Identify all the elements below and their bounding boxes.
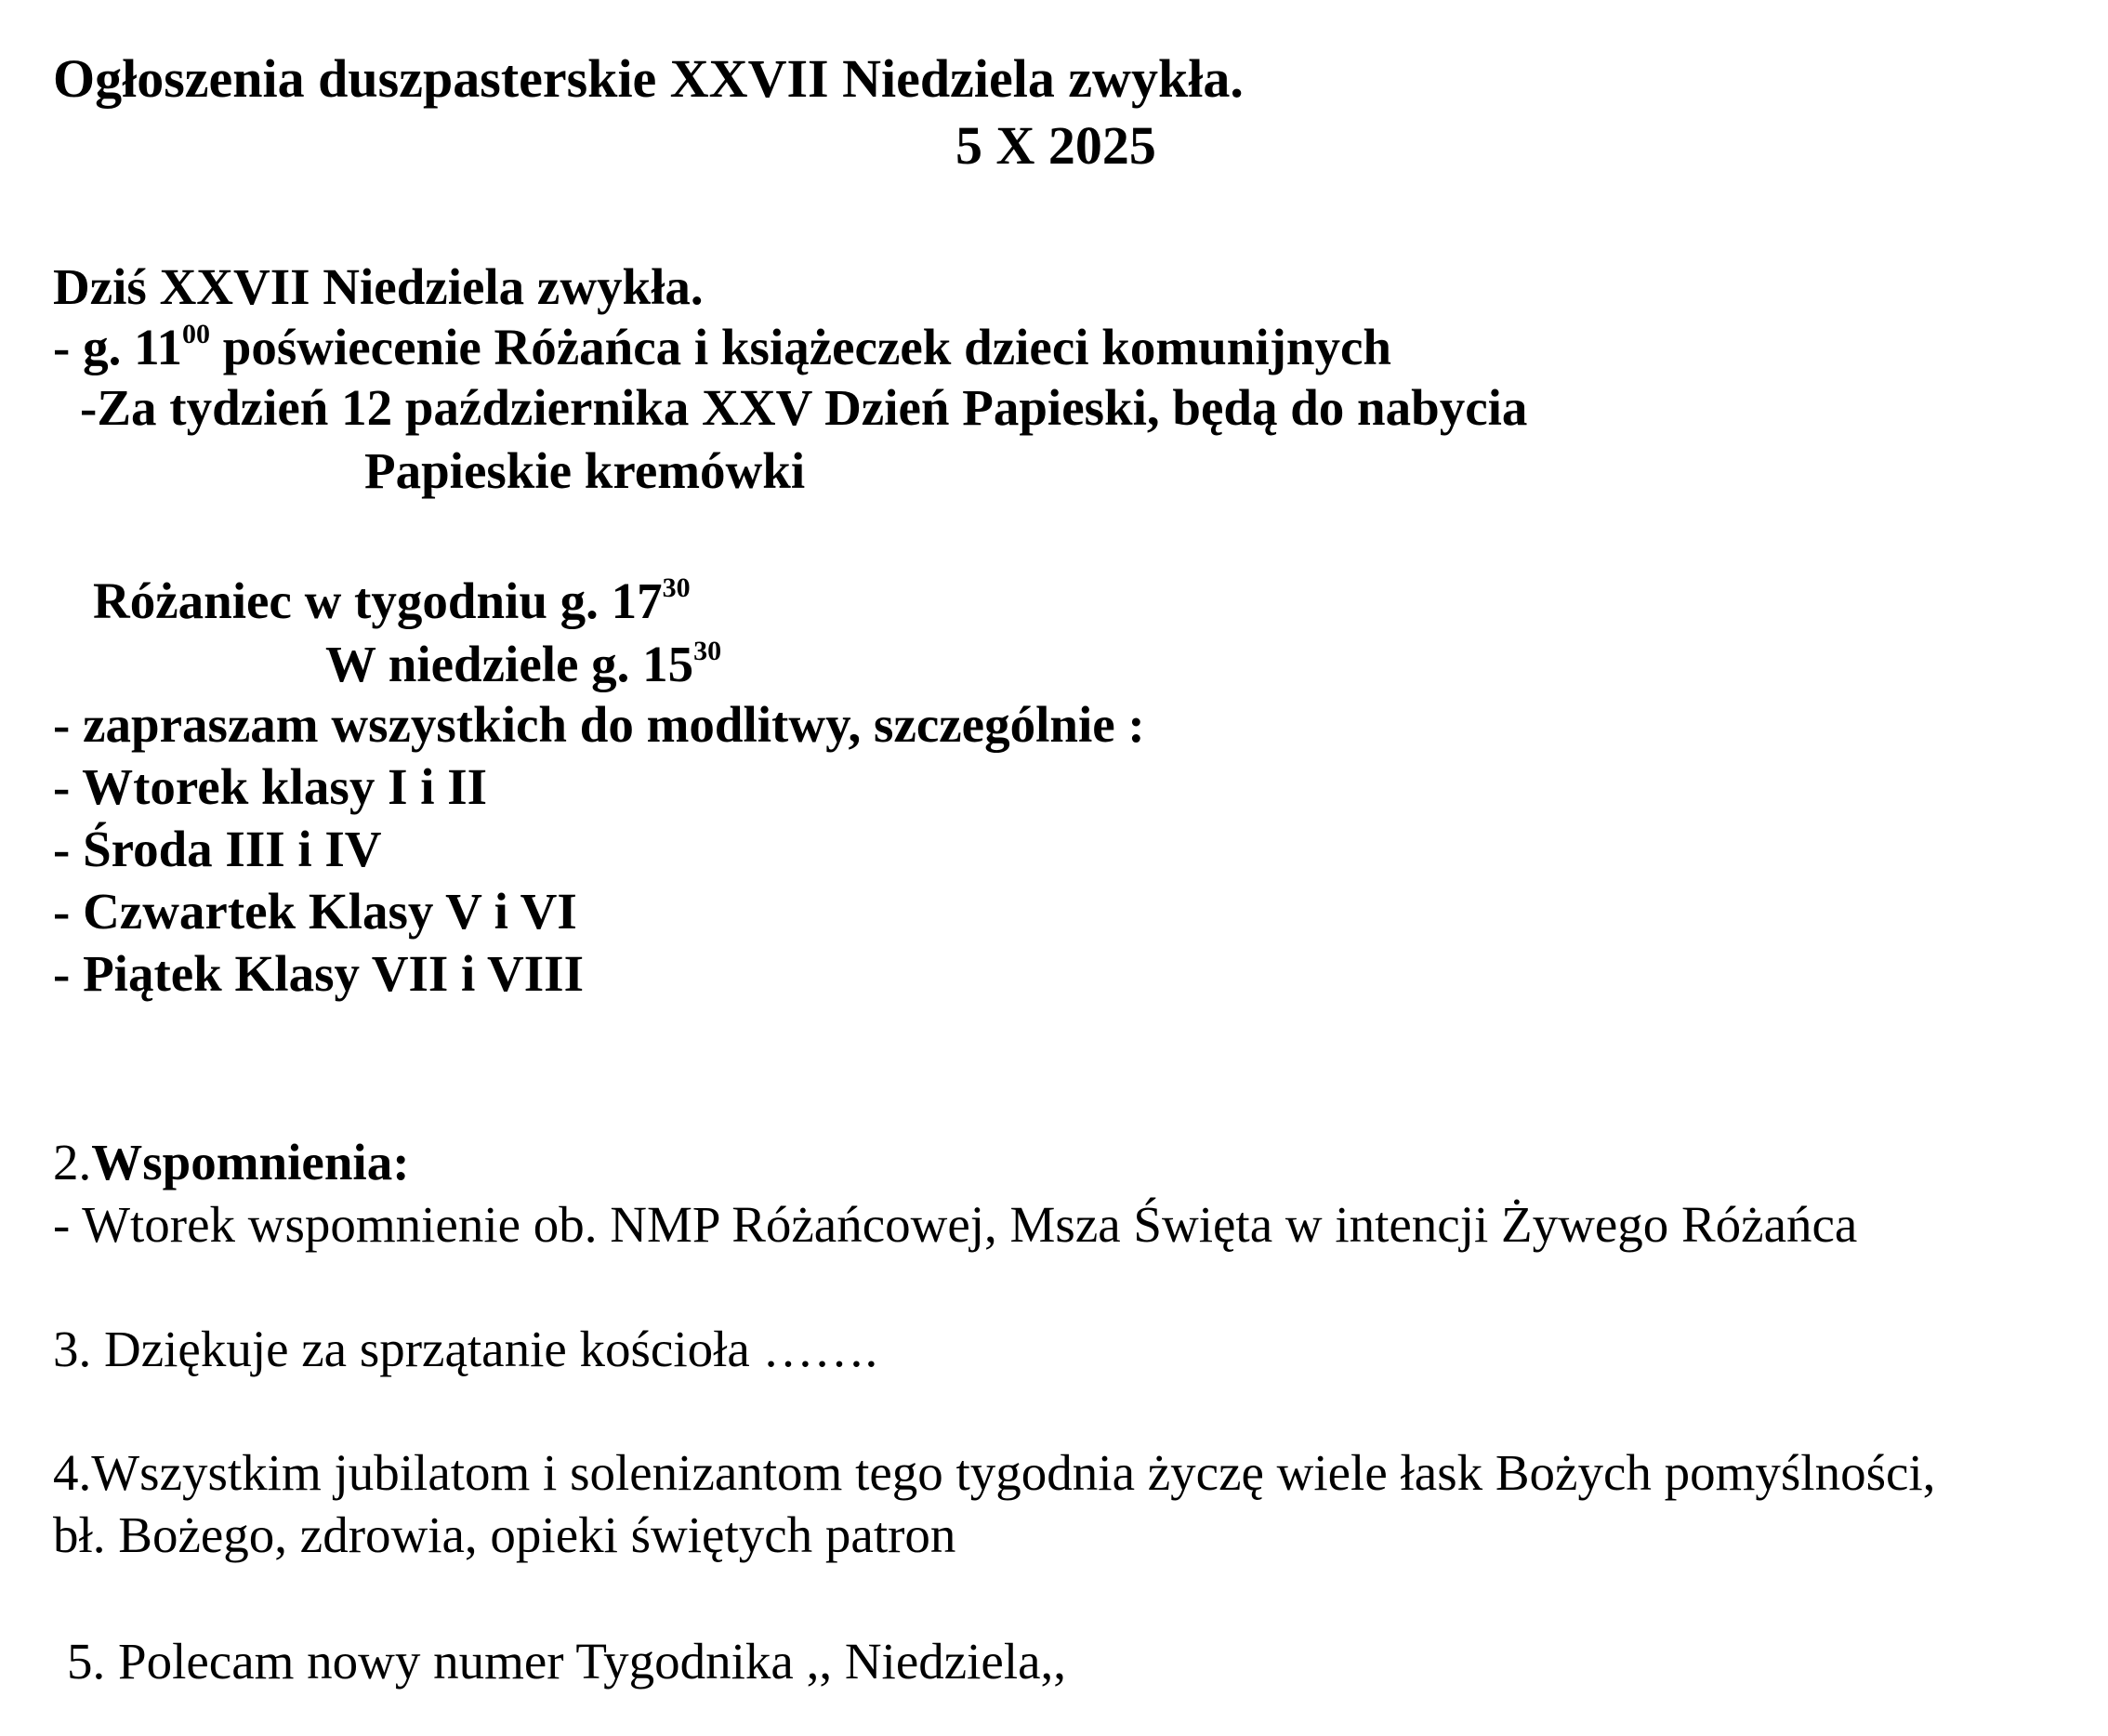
section1-item1-text: poświecenie Różańca i książeczek dzieci komunijnych bbox=[210, 319, 1392, 375]
section1-item1 bbox=[53, 318, 1391, 377]
rosary-sunday bbox=[325, 635, 721, 694]
section4-line1: 4.Wszystkim jubilatom i solenizantom tego tygodnia życzę wiele łask Bożych pomyślności, bbox=[53, 1444, 1936, 1501]
section1-item2-line1: -Za tydzień 12 października XXV Dzień Papieski, będą do nabycia bbox=[80, 379, 1528, 436]
page-title: Ogłoszenia duszpasterskie XXVII Niedziela zwykła. bbox=[53, 48, 1244, 109]
page-date: 5 X 2025 bbox=[955, 115, 1156, 176]
section2-number: 2. bbox=[53, 1134, 92, 1190]
rosary-day-thursday: - Czwartek Klasy V i VI bbox=[53, 883, 577, 940]
rosary-weekday bbox=[93, 572, 691, 631]
rosary-weekday-minutes: 30 bbox=[662, 572, 691, 603]
rosary-day-tuesday: - Wtorek klasy I i II bbox=[53, 758, 488, 815]
rosary-sunday-minutes: 30 bbox=[693, 635, 722, 666]
section1-item2-line2: Papieskie kremówki bbox=[364, 442, 806, 499]
section4-line2: bł. Bożego, zdrowia, opieki świętych patron bbox=[53, 1506, 956, 1563]
section3-text: 3. Dziękuje za sprzątanie kościoła ……. bbox=[53, 1321, 878, 1377]
rosary-sunday-text: W niedziele g. 15 bbox=[325, 636, 694, 692]
rosary-day-wednesday: - Środa III i IV bbox=[53, 821, 382, 877]
section1-heading: Dziś XXVII Niedziela zwykła. bbox=[53, 258, 704, 315]
rosary-weekday-text: Różaniec w tygodniu g. 17 bbox=[93, 572, 663, 629]
section5-text: 5. Polecam nowy numer Tygodnika ,, Niedziela,, bbox=[67, 1633, 1067, 1690]
section1-item1-time-minutes: 00 bbox=[182, 318, 211, 349]
section1-item1-prefix: - g. 11 bbox=[53, 319, 183, 375]
section2-title: Wspomnienia: bbox=[91, 1134, 410, 1190]
rosary-day-friday: - Piątek Klasy VII i VIII bbox=[53, 945, 584, 1002]
rosary-invite: - zapraszam wszystkich do modlitwy, szczególnie : bbox=[53, 696, 1145, 753]
section2-text: - Wtorek wspomnienie ob. NMP Różańcowej, Msza Święta w intencji Żywego Różańca bbox=[53, 1196, 1858, 1253]
section2-heading bbox=[53, 1133, 410, 1192]
